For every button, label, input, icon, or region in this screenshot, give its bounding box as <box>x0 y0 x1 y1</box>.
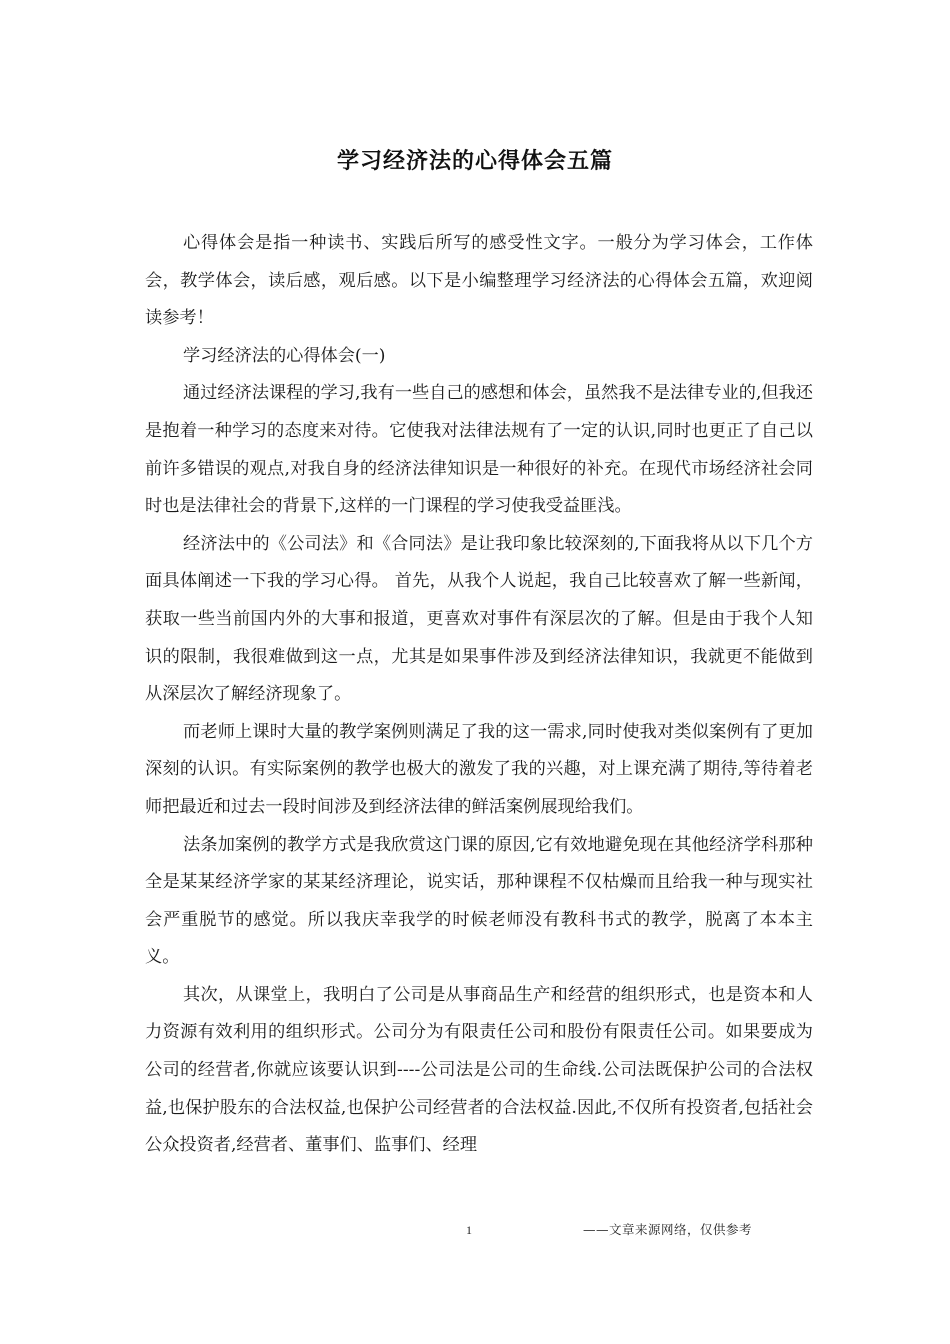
document-title: 学习经济法的心得体会五篇 <box>336 149 613 174</box>
paragraph: 而老师上课时大量的教学案例则满足了我的这一需求,同时使我对类似案例有了更加深刻的认识。有实际案例的教学也极大的激发了我的兴趣，对上课充满了期待,等待着老师把最近和过去一段时间涉及到经济法律的鲜活案例展现给我们。 <box>145 721 813 817</box>
page-number: 1 <box>466 1223 472 1237</box>
paragraph: 通过经济法课程的学习,我有一些自己的感想和体会，虽然我不是法律专业的,但我还是抱着一种学习的态度来对待。它使我对法律法规有了一定的认识,同时也更正了自己以前许多错误的观点,对我自身的经济法律知识是一种很好的补充。在现代市场经济社会同时也是法律社会的背景下,这样的一门课程的学习使我受益匪浅。 <box>145 383 813 517</box>
paragraph: 其次，从课堂上，我明白了公司是从事商品生产和经营的组织形式，也是资本和人力资源有效利用的组织形式。公司分为有限责任公司和股份有限责任公司。如果要成为公司的经营者,你就应该要认识到----公司法是公司的生命线.公司法既保护公司的合法权益,也保护股东的合法权益,也保护公司经营者的合法权益.因此,不仅所有投资者,包括社会公众投资者,经营者、董事们、监事们、经理 <box>145 984 813 1156</box>
section-heading: 学习经济法的心得体会(一) <box>183 345 386 366</box>
paragraph: 法条加案例的教学方式是我欣赏这门课的原因,它有效地避免现在其他经济学科那种全是某某经济学家的某某经济理论，说实话，那种课程不仅枯燥而且给我一种与现实社会严重脱节的感觉。所以我庆幸我学的时候老师没有教科书式的教学，脱离了本本主义。 <box>145 834 813 968</box>
footer-source-note: ——文章来源网络，仅供参考 <box>583 1222 753 1237</box>
paragraph-intro: 心得体会是指一种读书、实践后所写的感受性文字。一般分为学习体会，工作体会，教学体会，读后感，观后感。以下是小编整理学习经济法的心得体会五篇，欢迎阅读参考！ <box>145 233 813 329</box>
paragraph: 经济法中的《公司法》和《合同法》是让我印象比较深刻的,下面我将从以下几个方面具体阐述一下我的学习心得。 首先，从我个人说起，我自己比较喜欢了解一些新闻，获取一些当前国内外的大事和报道，更喜欢对事件有深层次的了解。但是由于我个人知识的限制，我很难做到这一点，尤其是如果事件涉及到经济法律知识，我就更不能做到从深层次了解经济现象了。 <box>145 533 813 705</box>
document-body <box>145 225 813 1165</box>
